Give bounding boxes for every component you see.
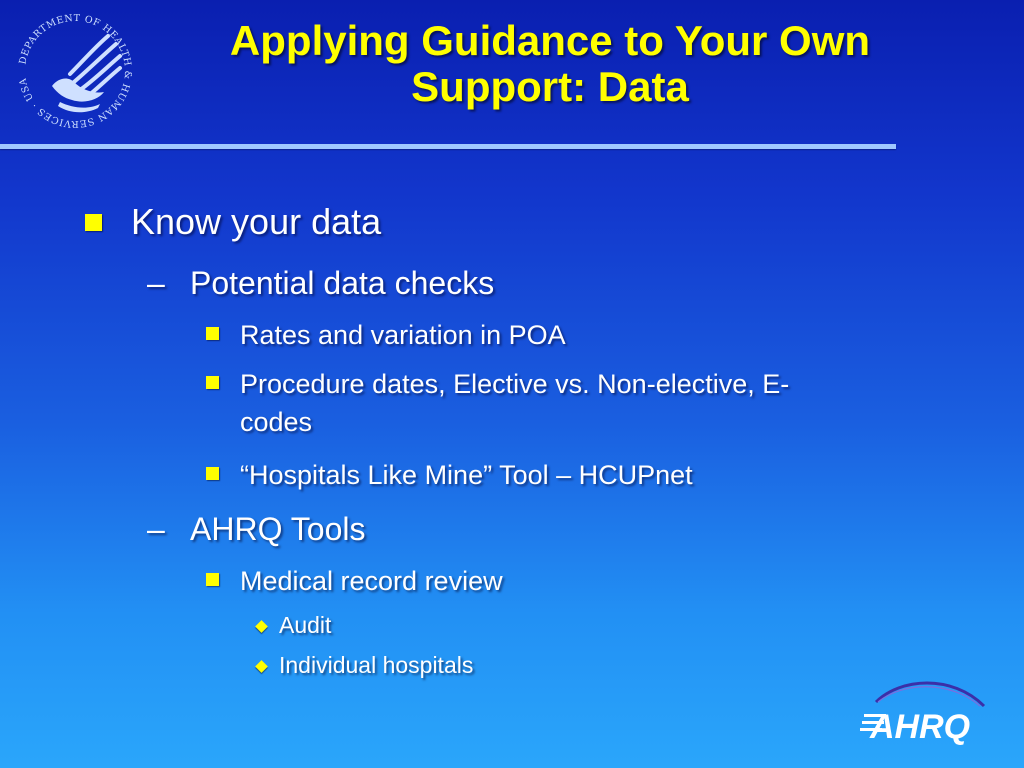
square-bullet-icon [206,327,219,340]
bullet-procedure-dates [240,365,960,441]
seal-ring-text: DEPARTMENT OF HEALTH & HUMAN SERVICES · USA [17,12,134,130]
bullet-procedure-dates-line1: Procedure dates, Elective vs. Non-elective, E- [240,369,790,399]
square-bullet-icon [206,376,219,389]
bullet-potential-data-checks: Potential data checks [190,265,495,301]
title-divider [0,144,896,149]
bullet-rates-variation-poa: Rates and variation in POA [240,320,566,350]
bullet-individual-hospitals: Individual hospitals [279,652,474,678]
bullet-procedure-dates-line2: codes [240,407,313,437]
ahrq-logo-text: AHRQ [870,708,971,746]
dash-bullet-icon: – [147,265,165,301]
bullet-audit: Audit [279,612,332,638]
bullet-know-your-data: Know your data [131,201,382,242]
ahrq-logo [856,676,996,748]
square-bullet-icon [85,214,102,231]
diamond-bullet-icon [255,660,268,673]
bullet-ahrq-tools: AHRQ Tools [190,511,366,547]
slide-title [150,18,950,110]
hhs-seal-icon [12,8,138,134]
square-bullet-icon [206,573,219,586]
bullet-medical-record-review: Medical record review [240,566,503,596]
bullet-hospitals-like-mine: “Hospitals Like Mine” Tool – HCUPnet [240,460,693,490]
dash-bullet-icon: – [147,511,165,547]
diamond-bullet-icon [255,620,268,633]
slide-title-line2: Support: Data [411,63,689,110]
slide-title-line1: Applying Guidance to Your Own [229,17,871,64]
square-bullet-icon [206,467,219,480]
